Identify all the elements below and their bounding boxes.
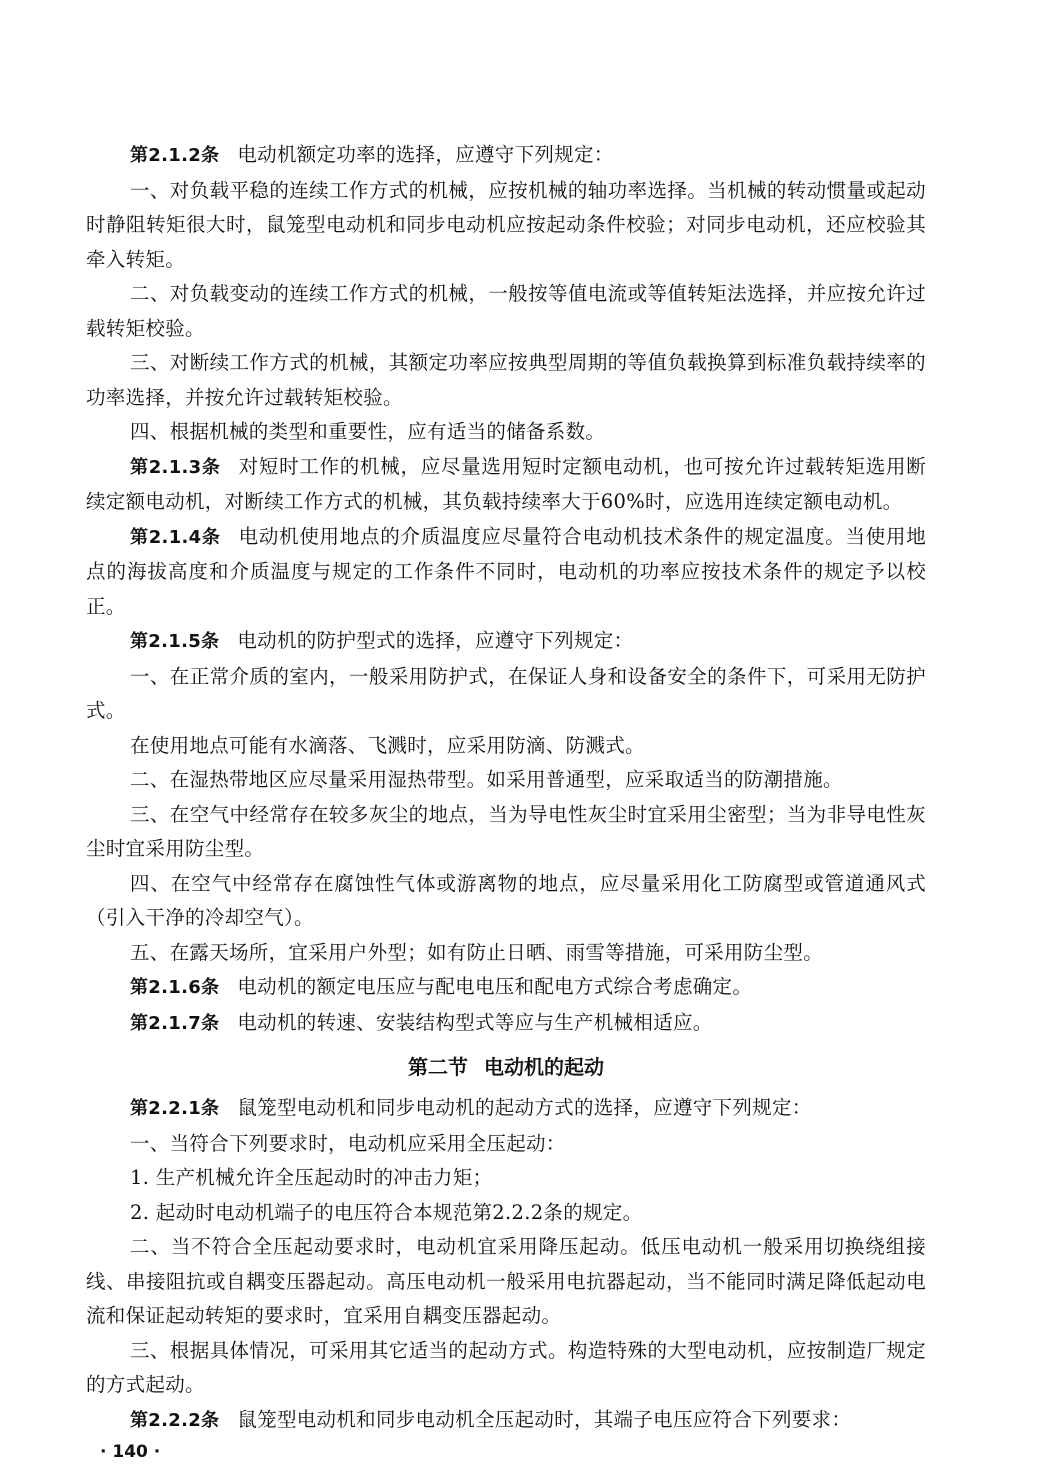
paragraph-text: 电动机的转速、安装结构型式等应与生产机械相适应。 (237, 1010, 713, 1034)
paragraph-text: 一、对负载平稳的连续工作方式的机械，应按机械的轴功率选择。当机械的转动惯量或起动时静阻转矩很大时，鼠笼型电动机和同步电动机应按起动条件校验；对同步电动机，还应校验其牵入转矩。 (86, 178, 926, 271)
section-number: 第二节 (408, 1055, 468, 1079)
paragraph (86, 1403, 926, 1439)
paragraph (86, 970, 926, 1006)
article-number: 第2.1.3条 (130, 456, 221, 478)
article-number: 第2.2.1条 (130, 1098, 220, 1119)
article-number: 第2.1.5条 (130, 631, 220, 652)
section-title: 电动机的起动 (484, 1055, 604, 1079)
paragraph (86, 1161, 926, 1196)
paragraph (86, 174, 926, 278)
paragraph-text: 一、在正常介质的室内，一般采用防护式，在保证人身和设备安全的条件下，可采用无防护式。 (86, 664, 926, 722)
section-heading (86, 1047, 926, 1087)
page-number: · 140 · (100, 1442, 161, 1462)
paragraph-text: 四、在空气中经常存在腐蚀性气体或游离物的地点，应尽量采用化工防腐型或管道通风式（引入干净的冷却空气）。 (86, 871, 926, 929)
paragraph-text: 三、对断续工作方式的机械，其额定功率应按典型周期的等值负载换算到标准负载持续率的功率选择，并按允许过载转矩校验。 (86, 351, 926, 409)
paragraph-text: 电动机的额定电压应与配电电压和配电方式综合考虑确定。 (237, 975, 753, 998)
paragraph-text: 二、对负载变动的连续工作方式的机械，一般按等值电流或等值转矩法选择，并应按允许过载转矩校验。 (86, 282, 926, 340)
paragraph (86, 624, 926, 660)
paragraph-text: 对短时工作的机械，应尽量选用短时定额电动机，也可按允许过载转矩选用断续定额电动机，对断续工作方式的机械，其负载持续率大于60%时，应选用连续定额电动机。 (86, 454, 926, 513)
paragraph (86, 520, 926, 625)
paragraph-text: 五、在露天场所，宜采用户外型；如有防止日晒、雨雪等措施，可采用防尘型。 (130, 940, 824, 964)
paragraph-text: 电动机使用地点的介质温度应尽量符合电动机技术条件的规定温度。当使用地点的海拔高度和介质温度与规定的工作条件不同时，电动机的功率应按技术条件的规定予以校正。 (86, 524, 926, 618)
article-number: 第2.2.2条 (130, 1409, 220, 1431)
paragraph-text: 鼠笼型电动机和同步电动机全压起动时，其端子电压应符合下列要求： (237, 1407, 852, 1431)
article-number: 第2.1.6条 (130, 977, 220, 998)
paragraph (86, 1230, 926, 1334)
paragraph-text: 电动机额定功率的选择，应遵守下列规定： (237, 143, 614, 166)
paragraph-text: 三、在空气中经常存在较多灰尘的地点，当为导电性灰尘时宜采用尘密型；当为非导电性灰尘时宜采用防尘型。 (86, 802, 926, 860)
paragraph-text: 鼠笼型电动机和同步电动机的起动方式的选择，应遵守下列规定： (237, 1096, 812, 1119)
paragraph (86, 450, 926, 520)
paragraph (86, 1196, 926, 1231)
paragraph (86, 1091, 926, 1127)
article-number: 第2.1.4条 (130, 526, 221, 548)
paragraph-text: 在使用地点可能有水滴落、飞溅时，应采用防滴、防溅式。 (130, 733, 645, 757)
paragraph (86, 729, 926, 764)
paragraph (86, 415, 926, 450)
article-number: 第2.1.2条 (130, 145, 220, 166)
paragraph-text: 1. 生产机械允许全压起动时的冲击力矩； (130, 1166, 493, 1189)
paragraph (86, 867, 926, 936)
paragraph-text: 电动机的防护型式的选择，应遵守下列规定： (237, 629, 634, 652)
article-number: 第2.1.7条 (130, 1012, 220, 1034)
paragraph (86, 936, 926, 971)
paragraph-text: 二、当不符合全压起动要求时，电动机宜采用降压起动。低压电动机一般采用切换绕组接线、串接阻抗或自耦变压器起动。高压电动机一般采用电抗器起动，当不能同时满足降低起动电流和保证起动转矩的要求时，宜采用自耦变压器起动。 (86, 1235, 926, 1327)
paragraph (86, 763, 926, 798)
paragraph (86, 138, 926, 174)
paragraph (86, 798, 926, 867)
paragraph (86, 277, 926, 346)
document-body (86, 138, 926, 1438)
paragraph-text: 四、根据机械的类型和重要性，应有适当的储备系数。 (130, 420, 606, 443)
paragraph (86, 660, 926, 729)
paragraph-text: 一、当符合下列要求时，电动机应采用全压起动： (130, 1131, 566, 1155)
paragraph-text: 2. 起动时电动机端子的电压符合本规范第2.2.2条的规定。 (130, 1200, 643, 1224)
paragraph (86, 346, 926, 415)
paragraph-text: 三、根据具体情况，可采用其它适当的起动方式。构造特殊的大型电动机，应按制造厂规定的方式起动。 (86, 1338, 926, 1396)
paragraph-text: 二、在湿热带地区应尽量采用湿热带型。如采用普通型，应采取适当的防潮措施。 (130, 768, 843, 791)
paragraph (86, 1127, 926, 1162)
paragraph (86, 1006, 926, 1042)
paragraph (86, 1334, 926, 1403)
